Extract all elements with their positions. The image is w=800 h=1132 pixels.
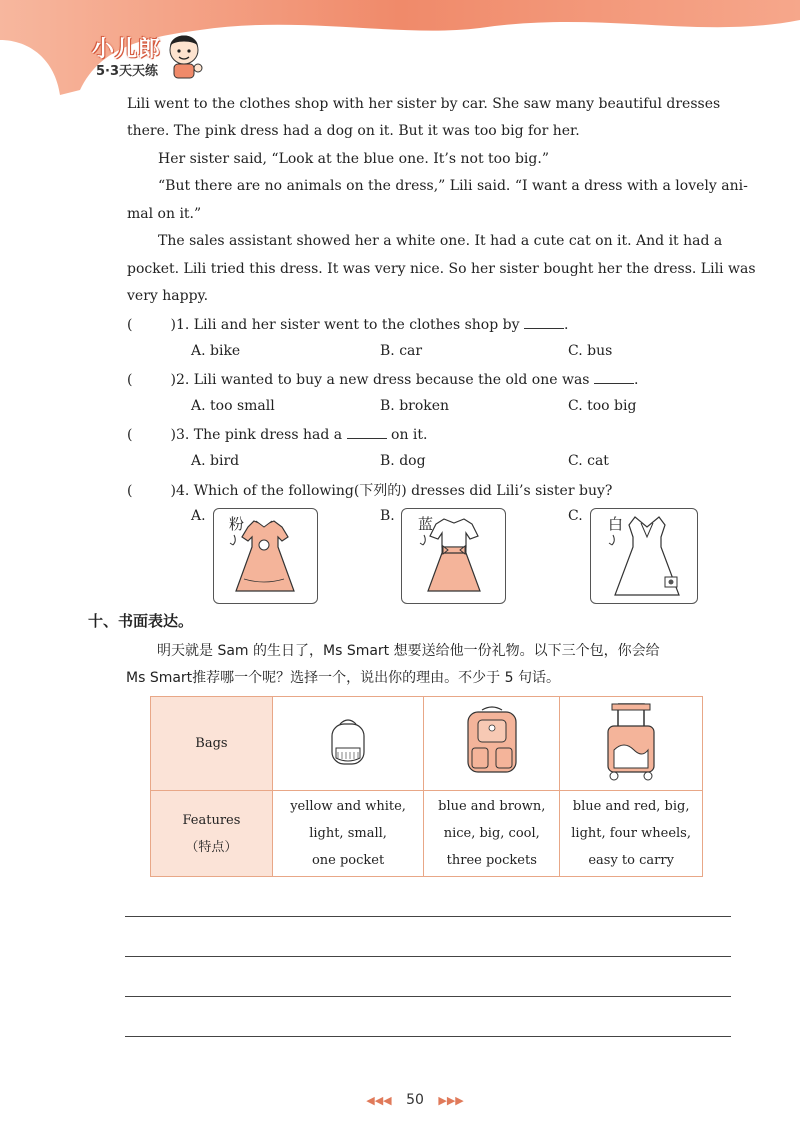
question-number: 4. — [175, 483, 190, 499]
passage-line: very happy. — [127, 288, 209, 304]
dress-color-label: 粉 — [229, 515, 245, 533]
pink-dress-icon — [214, 509, 317, 603]
question-number: 1. — [175, 317, 190, 333]
bags-row-header: Bags — [151, 697, 273, 791]
option-a[interactable]: A. — [191, 508, 206, 524]
question-2: ( )2. Lili wanted to buy a new dress because the old one was . — [127, 372, 639, 388]
question-number: 2. — [175, 372, 190, 388]
dress-color-label: 蓝 — [418, 515, 434, 533]
question-text: The pink dress had a — [193, 427, 343, 443]
answer-paren-open[interactable]: ( — [127, 372, 133, 388]
bag-3-cell — [560, 697, 703, 791]
right-arrows-icon: ▶▶▶ — [438, 1094, 464, 1107]
bags-table — [150, 696, 703, 877]
answer-paren-open[interactable]: ( — [127, 483, 133, 499]
option-b[interactable]: B. — [380, 508, 395, 524]
dress-b-card[interactable] — [401, 508, 506, 604]
answer-blank[interactable] — [524, 316, 564, 329]
features-row-header: Features （特点） — [151, 791, 273, 877]
option-a[interactable]: A. bike — [191, 343, 241, 359]
bag-3-features: blue and red, big, light, four wheels, easy to carry — [560, 791, 703, 877]
mascot-icon — [164, 30, 204, 80]
big-backpack-icon — [452, 702, 532, 782]
dress-a-card[interactable] — [213, 508, 318, 604]
writing-line[interactable] — [125, 1036, 731, 1037]
logo-subtitle: 5·3天天练 — [96, 64, 159, 79]
page-number: 50 — [406, 1092, 424, 1108]
passage-line: “But there are no animals on the dress,” Lili said. “I want a dress with a lovely ani- — [158, 178, 748, 194]
page-footer — [350, 1092, 480, 1108]
question-number: 3. — [175, 427, 190, 443]
option-a[interactable]: A. bird — [191, 453, 240, 469]
bag-1-features: yellow and white, light, small, one pocket — [272, 791, 423, 877]
option-c[interactable]: C. cat — [568, 453, 609, 469]
instruction-line: 明天就是 Sam 的生日了，Ms Smart 想要送给他一份礼物。以下三个包，你会给 — [157, 643, 660, 659]
option-c[interactable]: C. bus — [568, 343, 613, 359]
question-text: Lili wanted to buy a new dress because the old one was — [193, 372, 590, 388]
section-title: 十、书面表达。 — [88, 612, 194, 630]
passage-line: there. The pink dress had a dog on it. But it was too big for her. — [127, 123, 580, 139]
writing-line[interactable] — [125, 996, 731, 997]
question-text: Lili and her sister went to the clothes shop by — [193, 317, 520, 333]
passage-line: pocket. Lili tried this dress. It was very nice. So her sister bought her the dress. Lili was — [127, 261, 756, 277]
bag-2-cell — [424, 697, 560, 791]
instruction-line: Ms Smart推荐哪一个呢？选择一个，说出你的理由。不少于 5 句话。 — [126, 670, 560, 686]
question-3: ( )3. The pink dress had a on it. — [127, 427, 428, 443]
bag-2-features: blue and brown, nice, big, cool, three pockets — [424, 791, 560, 877]
white-dress-icon — [591, 509, 697, 603]
option-b[interactable]: B. dog — [380, 453, 426, 469]
blue-dress-icon — [402, 509, 505, 603]
option-c[interactable]: C. — [568, 508, 583, 524]
option-b[interactable]: B. car — [380, 343, 423, 359]
answer-paren-open[interactable]: ( — [127, 427, 133, 443]
answer-blank[interactable] — [594, 371, 634, 384]
bag-1-cell — [272, 697, 423, 791]
option-c[interactable]: C. too big — [568, 398, 637, 414]
answer-blank[interactable] — [347, 426, 387, 439]
dress-color-label: 白 — [608, 515, 624, 533]
small-backpack-icon — [318, 712, 378, 772]
logo-title: 小儿郎 — [92, 37, 162, 62]
passage-line: Her sister said, “Look at the blue one. It’s not too big.” — [158, 151, 549, 167]
passage-line: The sales assistant showed her a white one. It had a cute cat on it. And it had a — [158, 233, 723, 249]
dress-c-card[interactable] — [590, 508, 698, 604]
question-text: Which of the following(下列的) dresses did Lili’s sister buy? — [193, 483, 613, 499]
passage-line: Lili went to the clothes shop with her sister by car. She saw many beautiful dresses — [127, 96, 721, 112]
passage-line: mal on it.” — [127, 206, 202, 222]
writing-line[interactable] — [125, 956, 731, 957]
question-1: ( )1. Lili and her sister went to the clothes shop by . — [127, 317, 569, 333]
option-a[interactable]: A. too small — [191, 398, 275, 414]
option-b[interactable]: B. broken — [380, 398, 450, 414]
writing-line[interactable] — [125, 916, 731, 917]
question-4: ( )4. Which of the following(下列的) dresses did Lili’s sister buy? — [127, 483, 613, 499]
trolley-bag-icon — [596, 700, 666, 784]
answer-paren-open[interactable]: ( — [127, 317, 133, 333]
left-arrows-icon: ◀◀◀ — [366, 1094, 392, 1107]
